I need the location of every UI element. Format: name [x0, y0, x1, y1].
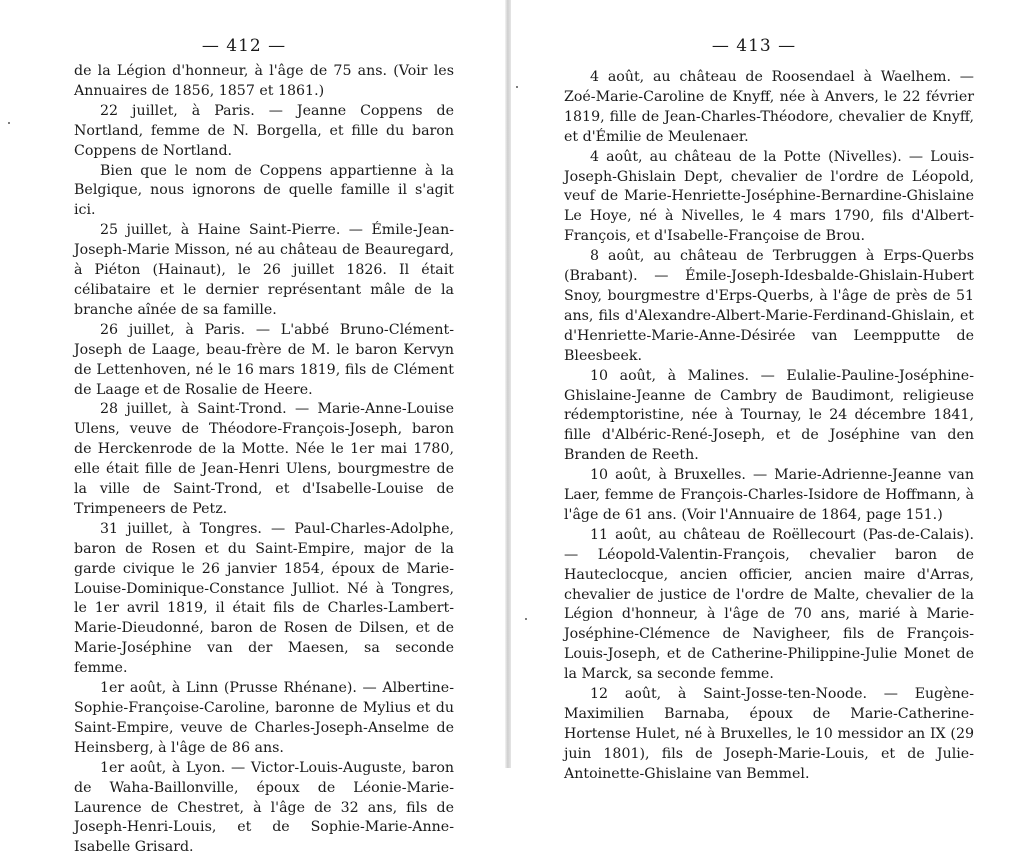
right-page-text — [564, 68, 974, 785]
page-number-right: — 413 — — [711, 36, 797, 56]
scan-speck — [525, 618, 527, 620]
text-entry: 22 juillet, à Paris. — Jeanne Coppens de Nortland, femme de N. Borgella, et fille du baron Coppens de Nortland. — [74, 102, 454, 159]
text-entry: 25 juillet, à Haine Saint-Pierre. — Émile-Jean-Joseph-Marie Misson, né au château de Beauregard, à Piéton (Hainaut), le 26 juillet 1826. Il était célibataire et le dernier représentant mâle de la branche aînée de sa famille. — [74, 222, 454, 318]
scan-speck — [8, 122, 10, 124]
text-entry: 10 août, à Bruxelles. — Marie-Adrienne-Jeanne van Laer, femme de François-Charles-Isidore de Hoffmann, à l'âge de 61 ans. (Voir l'Annuaire de 1864, page 151.) — [564, 467, 974, 523]
right-page — [510, 0, 1018, 782]
text-entry: 4 août, au château de la Potte (Nivelles). — Louis-Joseph-Ghislain Dept, chevalier de l'ordre de Léopold, veuf de Marie-Henriette-Joséphine-Bernardine-Ghislaine Le Hoye, né à Nivelles, le 4 mars 1790, fils d'Albert-François, et d'Isabelle-Françoise de Brou. — [564, 148, 974, 245]
text-entry: 1er août, à Linn (Prusse Rhénane). — Albertine-Sophie-Françoise-Caroline, baronne de Mylius et du Saint-Empire, veuve de Charles-Joseph-Anselme de Heinsberg, à l'âge de 86 ans. — [74, 680, 454, 756]
text-entry: 11 août, au château de Roëllecourt (Pas-de-Calais). — Léopold-Valentin-François, chevalier baron de Hauteclocque, ancien officier, ancien maire d'Arras, chevalier de justice de l'ordre de Malte, chevalier de la Légion d'honneur, à l'âge de 70 ans, marié à Marie-Joséphine-Clémence de Navigheer, fils de François-Louis-Joseph, et de Catherine-Philippine-Julie Monet de la Marck, sa seconde femme. — [564, 526, 974, 683]
text-entry: de la Légion d'honneur, à l'âge de 75 ans. (Voir les Annuaires de 1856, 1857 et 1861.) — [74, 63, 454, 99]
left-page-text — [74, 62, 454, 858]
text-entry: 26 juillet, à Paris. — L'abbé Bruno-Clément-Joseph de Laage, beau-frère de M. le baron Kervyn de Lettenhoven, né le 16 mars 1819, fils de Clément de Laage et de Rosalie de Heere. — [74, 321, 454, 398]
left-page — [0, 0, 508, 856]
page-number-left: — 412 — — [201, 36, 287, 56]
text-entry: 31 juillet, à Tongres. — Paul-Charles-Adolphe, baron de Rosen et du Saint-Empire, major de la garde civique le 26 janvier 1854, époux de Marie-Louise-Dominique-Constance Julliot. Né à Tongres, le 1er avril 1819, il était fils de Charles-Lambert-Marie-Dieudonné, baron de Rosen de Dilsen, et de Marie-Joséphine van der Maesen, sa seconde femme. — [74, 520, 454, 677]
text-entry: Bien que le nom de Coppens appartienne à la Belgique, nous ignorons de quelle famille il s'agit ici. — [74, 162, 454, 219]
text-entry: 12 août, à Saint-Josse-ten-Noode. — Eugène-Maximilien Barnaba, époux de Marie-Catherine-Hortense Hulet, né à Bruxelles, le 10 messidor an IX (29 juin 1801), fils de Joseph-Marie-Louis, et de Julie-Antoinette-Ghislaine van Bemmel. — [564, 686, 974, 782]
scan-speck — [516, 86, 518, 88]
text-entry: 1er août, à Lyon. — Victor-Louis-Auguste, baron de Waha-Baillonville, époux de Léonie-Marie-Laurence de Chestret, à l'âge de 32 ans, fils de Joseph-Henri-Louis, et de Sophie-Marie-Anne-Isabelle Grisard. — [74, 759, 454, 856]
text-entry: 10 août, à Malines. — Eulalie-Pauline-Joséphine-Ghislaine-Jeanne de Cambry de Baudimont, religieuse rédemptoristine, née à Tournay, le 24 décembre 1841, fille d'Albéric-René-Joseph, et de Joséphine van den Branden de Reeth. — [564, 367, 974, 464]
text-entry: 4 août, au château de Roosendael à Waelhem. — Zoé-Marie-Caroline de Knyff, née à Anvers, le 22 février 1819, fille de Jean-Charles-Théodore, chevalier de Knyff, et d'Émilie de Meulenaer. — [564, 69, 974, 145]
text-entry: 8 août, au château de Terbruggen à Erps-Querbs (Brabant). — Émile-Joseph-Idesbalde-Ghislain-Hubert Snoy, bourgmestre d'Erps-Querbs, à l'âge de près de 51 ans, fils d'Alexandre-Albert-Marie-Ferdinand-Ghislain, et d'Henriette-Marie-Anne-Désirée van Leempputte de Bleesbeek. — [564, 248, 974, 364]
text-entry: 28 juillet, à Saint-Trond. — Marie-Anne-Louise Ulens, veuve de Théodore-François-Joseph, baron de Herckenrode de la Motte. Née le 1er mai 1780, elle était fille de Jean-Henri Ulens, bourgmestre de la ville de Saint-Trond, et d'Isabelle-Louise de Trimpeneers de Petz. — [74, 401, 454, 517]
